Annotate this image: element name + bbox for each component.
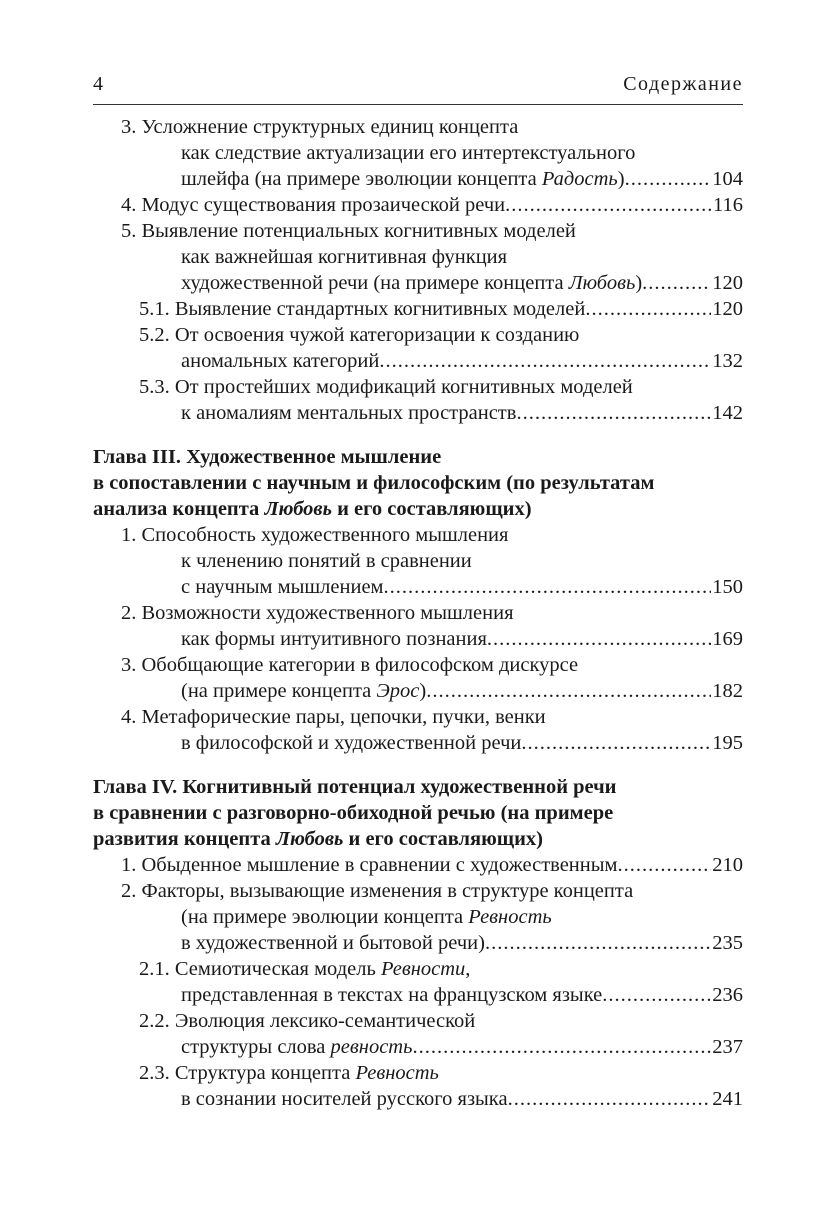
dot-leader (426, 678, 711, 704)
toc-page-ref: 150 (712, 576, 743, 598)
toc-page-ref: 210 (712, 854, 743, 876)
toc-entry-line: (на примере эволюции концепта Ревность (181, 906, 552, 928)
toc-entry-line: 5.1. Выявление стандартных когнитивных моделей ..... 120 (93, 296, 743, 322)
toc-entry-line: 2.2. Эволюция лексико-семантической (139, 1010, 476, 1032)
toc-entry-line: (на примере концепта Эрос) ..... 182 (93, 678, 743, 704)
toc-entry-line: 1. Обыденное мышление в сравнении с художественным ..... 210 (93, 852, 743, 878)
toc-entry-line: 2. Возможности художественного мышления (121, 602, 514, 624)
toc-entry-line: к аномалиям ментальных пространств ..... 142 (93, 400, 743, 426)
toc-entry-line: 3. Обобщающие категории в философском дискурсе (121, 654, 579, 676)
toc-entry-line: 3. Усложнение структурных единиц концепта (121, 116, 519, 138)
chapter-heading: Глава III. Художественное мышление (93, 446, 442, 468)
toc-page-ref: 116 (713, 194, 743, 216)
toc-page-ref: 237 (712, 1036, 743, 1058)
toc-entry-line: 4. Метафорические пары, цепочки, пучки, венки (121, 706, 546, 728)
toc-entry-line: представленная в текстах на французском языке ..... 236 (93, 982, 743, 1008)
toc-page-ref: 195 (712, 732, 743, 754)
chapter-heading: в сравнении с разговорно-обиходной речью (на примере (93, 802, 614, 824)
toc-entry-line: структуры слова ревность ..... 237 (93, 1034, 743, 1060)
dot-leader (521, 730, 711, 756)
toc-entry-line: 5. Выявление потенциальных когнитивных моделей (121, 220, 576, 242)
toc-entry-line: 5.2. От освоения чужой категоризации к созданию (139, 324, 580, 346)
toc-entry-line: художественной речи (на примере концепта Любовь) ..... 120 (93, 270, 743, 296)
chapter-heading: Глава IV. Когнитивный потенциал художественной речи (93, 776, 617, 798)
toc-entry-line: как формы интуитивного познания ..... 169 (93, 626, 743, 652)
toc-page-ref: 132 (712, 350, 743, 372)
toc-page-ref: 235 (712, 932, 743, 954)
toc-page-ref: 120 (712, 272, 743, 294)
toc-entry-line: как следствие актуализации его интертекстуального (181, 142, 636, 164)
toc-entry-line: 4. Модус существования прозаической речи ..... 116 (93, 192, 743, 218)
toc-entry-line: к членению понятий в сравнении (181, 550, 472, 572)
chapter-heading: развития концепта Любовь и его составляющих) (93, 828, 543, 850)
dot-leader (508, 1086, 712, 1112)
toc-entry-line: в художественной и бытовой речи) ..... 235 (93, 930, 743, 956)
toc-entry-line: аномальных категорий ..... 132 (93, 348, 743, 374)
toc-entry-line: в сознании носителей русского языка ..... 241 (93, 1086, 743, 1112)
running-header-title: Содержание (623, 73, 743, 95)
toc-page-ref: 142 (712, 402, 743, 424)
dot-leader (602, 982, 711, 1008)
header-rule (93, 104, 743, 105)
dot-leader (505, 192, 712, 218)
toc-entry-line: 1. Способность художественного мышления (121, 524, 509, 546)
toc-page-ref: 120 (712, 298, 743, 320)
toc-page-ref: 169 (712, 628, 743, 650)
toc-page-ref: 236 (712, 984, 743, 1006)
toc-page-ref: 241 (712, 1088, 743, 1110)
toc-entry-line: как важнейшая когнитивная функция (181, 246, 508, 268)
dot-leader (618, 852, 712, 878)
dot-leader (379, 348, 711, 374)
dot-leader (487, 626, 711, 652)
toc-entry-line: 2.1. Семиотическая модель Ревности, (139, 958, 471, 980)
dot-leader (384, 574, 712, 600)
dot-leader (485, 930, 711, 956)
toc-page-ref: 182 (712, 680, 743, 702)
toc-entry-line: 2. Факторы, вызывающие изменения в структуре концепта (121, 880, 634, 902)
toc-entry-line: шлейфа (на примере эволюции концепта Радость) ..... 104 (93, 166, 743, 192)
dot-leader (412, 1034, 711, 1060)
toc-page-ref: 104 (712, 168, 743, 190)
toc-entry-line: 5.3. От простейших модификаций когнитивных моделей (139, 376, 633, 398)
chapter-heading: анализа концепта Любовь и его составляющих) (93, 498, 532, 520)
toc-entry-line: с научным мышлением ..... 150 (93, 574, 743, 600)
dot-leader (625, 166, 712, 192)
toc-entry-line: 2.3. Структура концепта Ревность (139, 1062, 439, 1084)
dot-leader (642, 270, 711, 296)
page-number: 4 (93, 73, 103, 95)
chapter-heading: в сопоставлении с научным и философским (по результатам (93, 472, 655, 494)
dot-leader (585, 296, 711, 322)
dot-leader (516, 400, 711, 426)
table-of-contents (93, 114, 743, 1112)
toc-entry-line: в философской и художественной речи ..... 195 (93, 730, 743, 756)
